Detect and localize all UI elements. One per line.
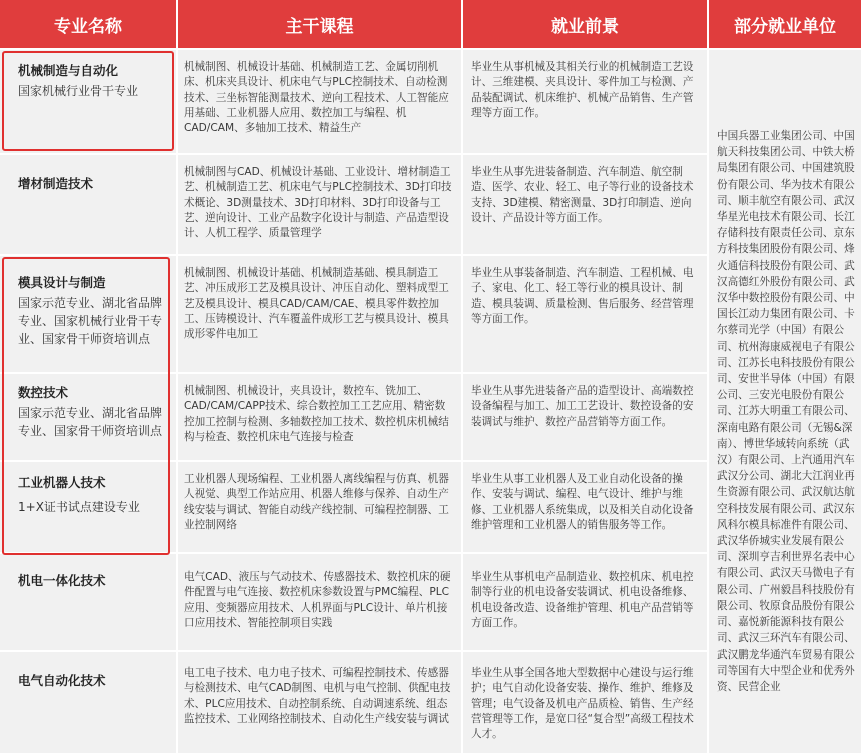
career-cell: 毕业生从事机电产品制造业、数控机床、机电控制等行业的机电设备安装调试、机电设备维修、机电设备改造、设备维护管理、机电产品营销等方面工作。 bbox=[463, 554, 707, 650]
header-units: 部分就业单位 bbox=[709, 0, 861, 48]
career-cell: 毕业生从事机械及其相关行业的机械制造工艺设计、三维建模、夹具设计、零件加工与检测、产品装配调试、机床维护、机械产品销售、生产管理等方面工作。 bbox=[463, 50, 707, 153]
major-name: 机电一体化技术 bbox=[18, 573, 106, 588]
major-name: 模具设计与制造 bbox=[18, 275, 106, 290]
major-name: 数控技术 bbox=[18, 385, 69, 400]
major-name: 机械制造与自动化 bbox=[18, 63, 119, 78]
career-cell: 毕业生从事全国各地大型数据中心建设与运行维护；电气自动化设备安装、操作、维护、维修及管理；电气设备及机电产品质检、销售、生产经营管理等工作，是宽口径“复合型”高级工程技术人才。 bbox=[463, 652, 707, 753]
career-cell: 毕业生从事先进装备制造、汽车制造、航空制造、医学、农业、轻工、电子等行业的设备技术支持、3D建模、精密测量、3D打印制造、逆向设计、产品设计等方面工作。 bbox=[463, 155, 707, 254]
major-cell-mechatronics bbox=[0, 554, 176, 650]
courses-cell: 电工电子技术、电力电子技术、可编程控制技术、传感器与检测技术、电气CAD制图、电机与电气控制、供配电技术、PLC应用技术、自动控制系统、自动调速系统、组态监控技术、工业网络控制技术、自动化生产线安装与调试 bbox=[178, 652, 461, 753]
courses-cell: 电气CAD、液压与气动技术、传感器技术、数控机床的硬件配置与电气连接、数控机床参数设置与PMC编程、PLC应用、变频器应用技术、人机界面与PLC设计、单片机接口应用技术、智能控制项目实践 bbox=[178, 554, 461, 650]
header-courses: 主干课程 bbox=[178, 0, 461, 48]
major-name: 增材制造技术 bbox=[18, 176, 94, 191]
major-name: 电气自动化技术 bbox=[18, 673, 106, 688]
courses-cell: 机械制图、机械设计基础、机械制造工艺、金属切削机床、机床夹具设计、机床电气与PLC控制技术、自动检测技术、三坐标智能测量技术、逆向工程技术、人工智能应用基础、工业机器人应用、数控加工与编程、机CAD/CAM、多轴加工技术、精益生产 bbox=[178, 50, 461, 153]
major-desc: 国家示范专业、湖北省品牌专业、国家机械行业骨干专业、国家骨干师资培训点 bbox=[18, 296, 163, 346]
major-cell-industrial-robot bbox=[0, 462, 176, 552]
header-career: 就业前景 bbox=[463, 0, 707, 48]
courses-cell: 机械制图与CAD、机械设计基础、工业设计、增材制造工艺、机械制造工艺、机床电气与PLC控制技术、3D打印技术概论、3D测量技术、3D打印材料、3D打印设备与工艺、逆向设计、工业产品数字化设计与制造、产品造型设计、人机工程学、质量管理学 bbox=[178, 155, 461, 254]
major-desc: 国家示范专业、湖北省品牌专业、国家骨干师资培训点 bbox=[18, 406, 163, 438]
courses-cell: 机械制图、机械设计基础、机械制造基础、模具制造工艺、冲压成形工艺及模具设计、冲压自动化、塑料成型工艺及模具设计、模具CAD/CAM/CAE、模具零件数控加工、压铸模设计、汽车覆盖件成形工艺与模具设计、模具成形零件电加工 bbox=[178, 256, 461, 372]
major-desc: 1+X证书试点建设专业 bbox=[18, 500, 140, 514]
career-cell: 毕业生从事工业机器人及工业自动化设备的操作、安装与调试、编程、电气设计、维护与维修、工业机器人系统集成，以及相关自动化设备维护管理和工业机器人的销售服务等工作。 bbox=[463, 462, 707, 552]
major-desc: 国家机械行业骨干专业 bbox=[18, 84, 139, 98]
employer-units-cell: 中国兵器工业集团公司、中国航天科技集团公司、中铁大桥局集团有限公司、中国建筑股份有限公司、华为技术有限公司、顺丰航空有限公司、武汉华星光电技术有限公司、长江存储科技有限责任公司、京东方科技集团股份有限公司、烽火通信科技股份有限公司、武汉高德红外股份有限公司、武汉华中数控股份有限公司、中国长江动力集团有限公司、卡尔蔡司光学（中国）有限公司、杭州海康威视电子有限公司、江苏长电科技股份有限公司、安世半导体（中国）有限公司、三安光电股份有限公司、江苏大明重工有限公司、深南电路有限公司（无锡&深南）、博世华域转向系统（武汉）有限公司、上汽通用汽车武汉分公司、湖北大江润业再生资源有限公司、武汉航达航空科技发展有限公司、武汉东风科尔模具标准件有限公司、武汉华侨城实业发展有限公司、深圳亨吉利世界名表中心有限公司、武汉天马微电子有限公司、广州毅昌科技股份有限公司、牧原食品股份有限公司、嘉悦新能源科技有限公司、武汉三环汽车有限公司、武汉鹏龙华通汽车贸易有限公司等国有大中型企业和优秀外资、民营企业 bbox=[709, 50, 861, 753]
major-cell-additive-manufacturing bbox=[0, 155, 176, 254]
major-cell-cnc-technology bbox=[0, 374, 176, 460]
major-cell-mold-design bbox=[0, 256, 176, 372]
career-cell: 毕业生从事装备制造、汽车制造、工程机械、电子、家电、化工、轻工等行业的模具设计、制造、模具装调、质量检测、售后服务、经营管理等方面工作。 bbox=[463, 256, 707, 372]
major-cell-mechanical-manufacturing bbox=[0, 50, 176, 153]
courses-cell: 工业机器人现场编程、工业机器人离线编程与仿真、机器人视觉、典型工作站应用、机器人维修与保养、自动生产线安装与调试、智能自动线产线控制、可编程控制器、工业控制网络 bbox=[178, 462, 461, 552]
career-cell: 毕业生从事先进装备产品的造型设计、高端数控设备编程与加工、加工工艺设计、数控设备的安装调试与维护、数控产品营销等方面工作。 bbox=[463, 374, 707, 460]
courses-cell: 机械制图、机械设计，夹具设计，数控车、铣加工、CAD/CAM/CAPP技术、综合数控加工工艺应用、精密数控加工控制与检测、多轴数控加工技术、数控机床机械结构与检查、数控机床电气连接与检查 bbox=[178, 374, 461, 460]
major-cell-electrical-automation bbox=[0, 652, 176, 753]
header-major: 专业名称 bbox=[0, 0, 176, 48]
major-name: 工业机器人技术 bbox=[18, 475, 106, 490]
